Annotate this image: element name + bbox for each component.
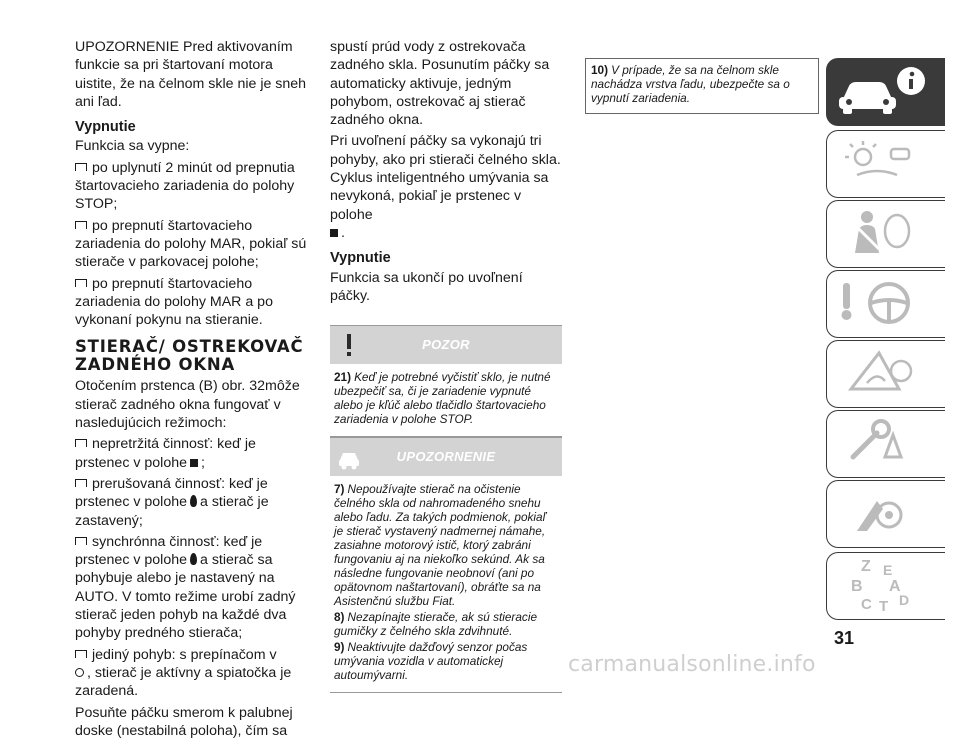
mode-item [75, 646, 313, 701]
mode-text: nepretržitá činnosť: keď je prstenec v polohe [75, 436, 256, 471]
bullet-icon [75, 439, 87, 447]
note-number: 9) [334, 640, 345, 655]
page-number: 31 [834, 628, 855, 648]
note-number: 8) [334, 610, 345, 625]
mode-item [75, 533, 313, 643]
chapter-heading-line-2: ZADNÉHO OKNA [75, 355, 236, 375]
paragraph: spustí prúd vody z ostrekovača zadného skla. Posunutím páčky sa automaticky aktivuje, jedným pohybom, ostrekovač aj stierač zadného okna. [330, 39, 550, 129]
index-letter: D [899, 592, 910, 608]
tab-dashboard[interactable] [826, 130, 945, 198]
continuous-symbol-icon [190, 459, 198, 467]
mode-text: jediný pohyb: s prepínačom v [92, 646, 277, 663]
tab-emergency[interactable] [826, 340, 945, 408]
bullet-item [75, 275, 313, 330]
note-number: 21) [334, 370, 352, 385]
index-letter: Z [861, 558, 871, 575]
index-letter: A [889, 578, 901, 595]
mode-text: a stierač sa pohybuje alebo je nastavený na AUTO. V tomto režime urobí zadný stierač jeden pohyb na každé dva pohyby predného stierača; [75, 552, 296, 642]
warning-body [330, 476, 562, 692]
paragraph-text: . [341, 224, 345, 241]
exclamation-triangle-icon [334, 329, 364, 361]
mode-text: prerušovaná činnosť: keď je prstenec v polohe [75, 475, 268, 511]
car-damage-icon [334, 441, 364, 473]
intermittent-symbol-icon [190, 495, 197, 507]
modes-paragraph: Otočením prstenca (B) obr. 32môže stierač zadného okna fungovať v nasledujúcich režimoch: [75, 378, 300, 432]
bullet-item [75, 159, 313, 214]
watermark: carmanualsonline.info [568, 652, 816, 677]
tab-index[interactable] [826, 552, 945, 620]
paragraph-text: Pri uvoľnení páčky sa vykonajú tri pohyby, ako pri stierači čelného skla. Cyklus inteligentného umývania sa nevykoná, pokiaľ je prstenec v polohe [330, 133, 561, 223]
warning-triangle-icon [827, 341, 945, 407]
warning-header [330, 438, 562, 476]
lead-text: Funkcia sa vypne: [75, 138, 190, 155]
tab-safety[interactable] [826, 200, 945, 268]
bullet-icon [75, 650, 87, 658]
mode-text: a stierač je zastavený; [75, 494, 269, 529]
car-info-icon [827, 59, 945, 125]
note-number: 7) [334, 482, 345, 497]
column-1 [75, 38, 313, 743]
index-letter: T [879, 598, 889, 615]
synchronous-symbol-icon [190, 553, 197, 565]
steering-wheel-icon [827, 271, 945, 337]
seatbelt-airbag-icon [827, 201, 945, 267]
note-text: Nepoužívajte stierač na očistenie čelného skla od nahromadeného snehu alebo ľadu. Za takých podmienok, pokiaľ je stierač vystavený nadmernej námahe, zasiahne motorový istič, ktorý zabráni fungovaniu aj na niekoľko sekúnd. Ak sa následne fungovanie neobnoví (ani po opätovnom naštartovaní), obráťte sa na Asistenčnú službu Fiat. [334, 482, 546, 609]
bullet-icon [75, 479, 87, 487]
note-number: 10) [591, 63, 609, 77]
specs-icon [827, 481, 945, 547]
bullet-text: po prepnutí štartovacieho zariadenia do polohy MAR, pokiaľ sú stierače v parkovacej polohe; [75, 217, 307, 271]
off-position-icon [75, 668, 84, 677]
index-letter: E [883, 562, 893, 578]
bullet-text: po uplynutí 2 minút od prepnutia štartovacieho zariadenia do polohy STOP; [75, 159, 295, 213]
warning-box-upozornenie [330, 437, 562, 693]
index-letter: B [851, 578, 863, 595]
index-letters-icon [827, 553, 945, 619]
bullet-text: po prepnutí štartovacieho zariadenia do polohy MAR a po vykonaní pokynu na stieranie. [75, 275, 273, 329]
bullet-icon [75, 221, 87, 229]
closing-paragraph: Posuňte páčku smerom k palubnej doske (nestabilná poloha), čím sa [75, 704, 293, 739]
warning-title: POZOR [422, 337, 470, 352]
bullet-icon [75, 537, 87, 545]
tab-car-info[interactable] [826, 58, 945, 126]
paragraph: Funkcia sa ukončí po uvoľnení páčky. [330, 269, 523, 304]
tab-starting-driving[interactable] [826, 270, 945, 338]
note-box [585, 58, 819, 114]
note-text: Nezapínajte stierače, ak sú stieracie gumičky z čelného skla zdvihnuté. [334, 610, 537, 639]
note-text: Neaktivujte dažďový senzor počas umývania vozidla v automatickej autoumývarni. [334, 640, 528, 683]
section-heading-vypnutie: Vypnutie [330, 250, 391, 267]
mode-text: , stierač je aktívny a spiatočka je zaradená. [75, 664, 292, 700]
bullet-icon [75, 163, 87, 171]
mode-item [75, 435, 313, 472]
note-text: Keď je potrebné vyčistiť sklo, je nutné ubezpečiť sa, či je zariadenie vypnuté alebo je kľúč alebo tlačidlo štartovacieho zariadenia v polohe STOP. [334, 370, 551, 427]
tab-maintenance[interactable] [826, 410, 945, 478]
wrench-service-icon [827, 411, 945, 477]
paragraph [330, 132, 562, 242]
intro-paragraph: UPOZORNENIE Pred aktivovaním funkcie sa pri štartovaní motora uistite, že na čelnom skle nie je sneh ani ľad. [75, 39, 307, 110]
column-2 [330, 38, 562, 693]
dashboard-lights-icon [827, 131, 945, 197]
mode-text: ; [201, 454, 205, 471]
section-heading-vypnutie: Vypnutie [75, 119, 136, 136]
continuous-symbol-icon [330, 229, 338, 237]
mode-text: synchrónna činnosť: keď je prstenec v polohe [75, 533, 263, 569]
warning-box-pozor [330, 325, 562, 437]
tab-technical-data[interactable] [826, 480, 945, 548]
chapter-heading [75, 338, 313, 374]
index-letter: C [861, 596, 872, 613]
chapter-heading-line-1: STIERAČ/ OSTREKOVAČ [75, 337, 304, 357]
bullet-icon [75, 279, 87, 287]
warning-header [330, 326, 562, 364]
warning-title: UPOZORNENIE [396, 449, 496, 464]
bullet-item [75, 217, 313, 272]
mode-item [75, 475, 313, 530]
warning-body [330, 364, 562, 436]
note-text: V prípade, že sa na čelnom skle nachádza vrstva ľadu, ubezpečte sa o vypnutí zariadenia. [591, 63, 790, 105]
